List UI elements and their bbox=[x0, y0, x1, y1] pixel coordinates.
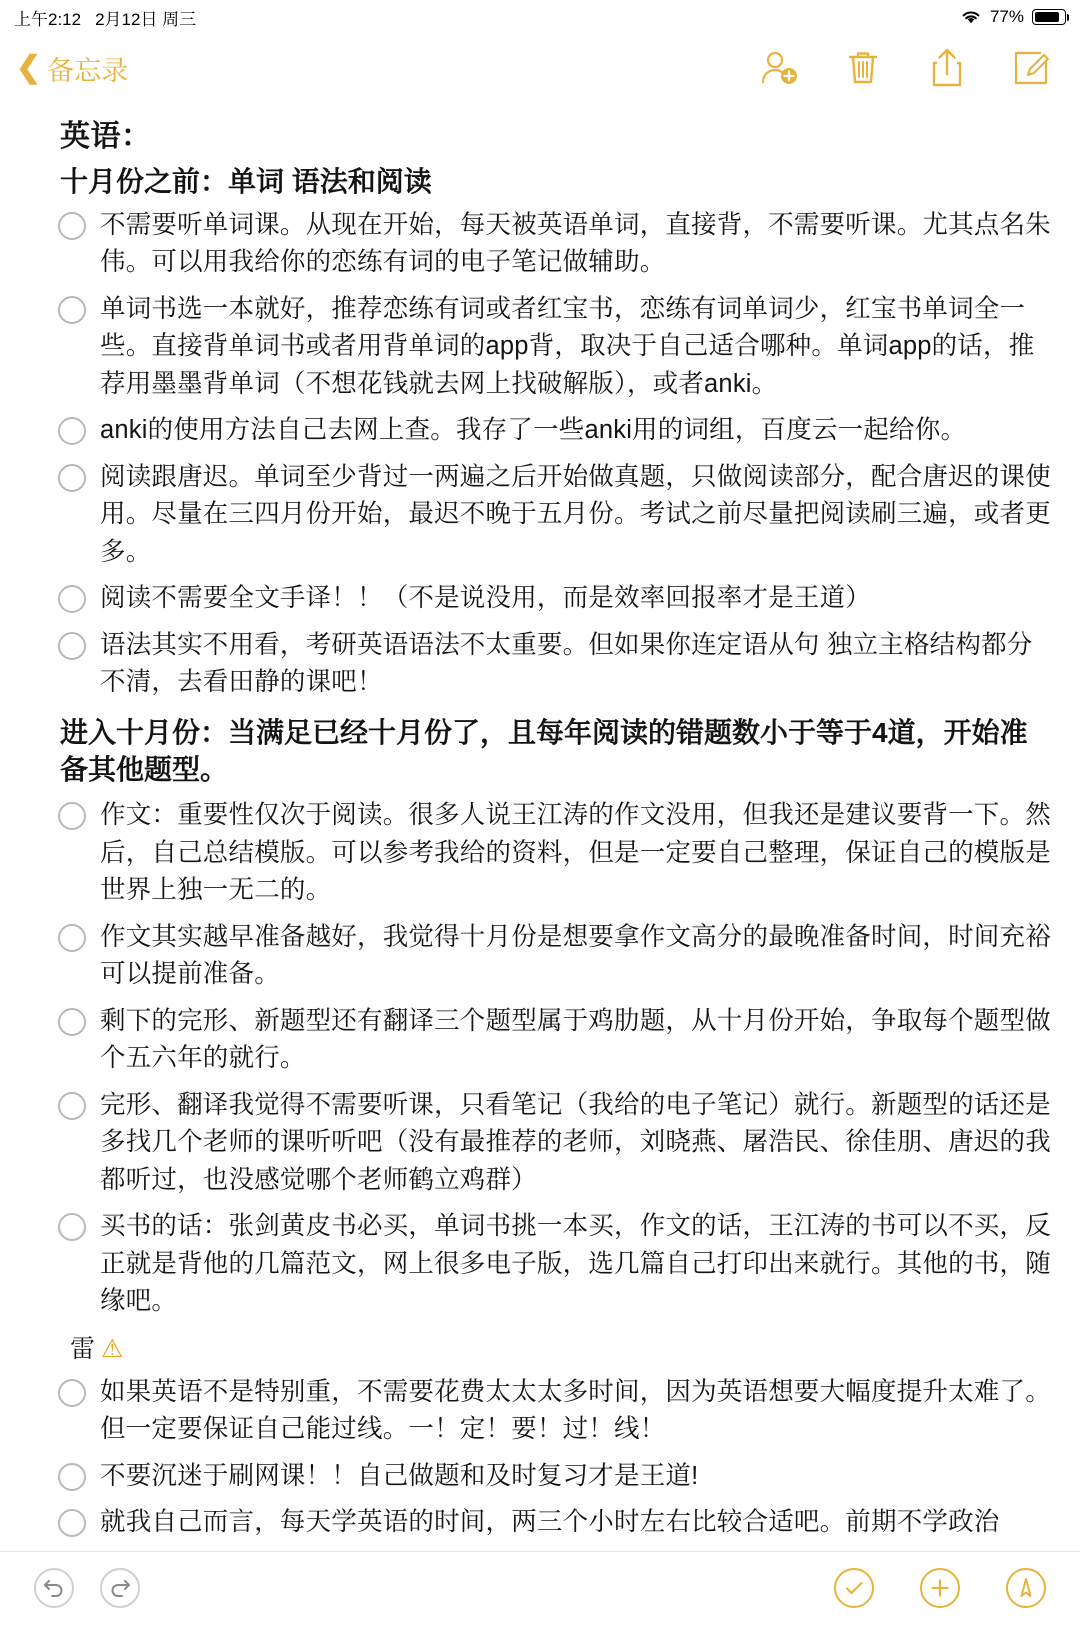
battery-percentage: 77% bbox=[989, 7, 1024, 26]
checklist-item-text: 买书的话：张剑黄皮书必买，单词书挑一本买，作文的话，王江涛的书可以不买，反正就是背他的几篇范文，网上很多电子版，选几篇自己打印出来就行。其他的书，随缘吧。 bbox=[100, 1212, 1051, 1316]
checklist-item-text: 语法其实不用看，考研英语语法不太重要。但如果你连定语从句 独立主格结构都分不清，去看田静的课吧！ bbox=[100, 630, 1033, 697]
checkbox-circle-icon[interactable] bbox=[58, 632, 86, 660]
checkbox-circle-icon[interactable] bbox=[58, 1463, 86, 1491]
checklist-item[interactable] bbox=[26, 797, 1054, 909]
checkbox-circle-icon[interactable] bbox=[58, 1008, 86, 1036]
section-heading: 进入十月份：当满足已经十月份了，且每年阅读的错题数小于等于4道，开始准备其他题型。 bbox=[60, 716, 1028, 786]
checklist-item[interactable] bbox=[26, 1003, 1054, 1078]
checkbox-circle-icon[interactable] bbox=[58, 1092, 86, 1120]
checklist-item-text: 就我自己而言，每天学英语的时间，两三个小时左右比较合适吧。前期不学政治 bbox=[100, 1508, 1000, 1537]
checklist-item-text: 剩下的完形、新题型还有翻译三个题型属于鸡肋题，从十月份开始，争取每个题型做个五六年的就行。 bbox=[100, 1006, 1051, 1073]
status-bar bbox=[0, 0, 1080, 34]
checkbox-circle-icon[interactable] bbox=[58, 585, 86, 613]
nav-bar bbox=[0, 34, 1080, 102]
checklist-item[interactable] bbox=[26, 1504, 1054, 1541]
checkbox-circle-icon[interactable] bbox=[58, 1213, 86, 1241]
note-title: 英语： bbox=[60, 120, 152, 153]
note-content[interactable] bbox=[0, 102, 1080, 1551]
checklist-item[interactable] bbox=[26, 412, 1054, 449]
add-person-icon[interactable] bbox=[758, 47, 800, 89]
markup-pen-icon[interactable] bbox=[1006, 1568, 1046, 1608]
checklist-item-text: 不要沉迷于刷网课！！自己做题和及时复习才是王道! bbox=[100, 1461, 699, 1490]
section-heading-text: 雷 bbox=[70, 1334, 96, 1363]
checklist-item[interactable] bbox=[26, 1087, 1054, 1199]
checklist-item[interactable] bbox=[26, 291, 1054, 403]
checklist-item[interactable] bbox=[26, 1208, 1054, 1320]
checklist-item-text: 作文其实越早准备越好，我觉得十月份是想要拿作文高分的最晚准备时间，时间充裕可以提前准备。 bbox=[100, 922, 1051, 989]
checkbox-circle-icon[interactable] bbox=[58, 417, 86, 445]
trash-icon[interactable] bbox=[842, 47, 884, 89]
checklist-item[interactable] bbox=[26, 207, 1054, 282]
back-button-label: 备忘录 bbox=[47, 55, 129, 86]
checklist-item[interactable] bbox=[26, 627, 1054, 702]
share-icon[interactable] bbox=[926, 47, 968, 89]
checkbox-circle-icon[interactable] bbox=[58, 924, 86, 952]
section-heading bbox=[70, 1331, 1054, 1369]
checkbox-circle-icon[interactable] bbox=[58, 212, 86, 240]
checklist-item-text: anki的使用方法自己去网上查。我存了一些anki用的词组，百度云一起给你。 bbox=[100, 416, 967, 445]
bottom-toolbar-left bbox=[34, 1568, 140, 1608]
add-attachment-icon[interactable] bbox=[920, 1568, 960, 1608]
checkbox-circle-icon[interactable] bbox=[58, 802, 86, 830]
warning-icon: ⚠ bbox=[101, 1334, 124, 1363]
status-right bbox=[960, 7, 1066, 27]
checklist-item-text: 如果英语不是特别重，不需要花费太太太多时间，因为英语想要大幅度提升太难了。但一定要保证自己能过线。一！定！要！过！线！ bbox=[100, 1378, 1051, 1444]
checklist-item[interactable] bbox=[26, 459, 1054, 571]
chevron-left-icon: ❮ bbox=[16, 51, 42, 84]
checklist-item[interactable] bbox=[26, 580, 1054, 617]
checklist-item-text: 阅读跟唐迟。单词至少背过一两遍之后开始做真题，只做阅读部分，配合唐迟的课使用。尽量在三四月份开始，最迟不晚于五月份。考试之前尽量把阅读刷三遍，或者更多。 bbox=[100, 462, 1051, 566]
checklist-item-text: 阅读不需要全文手译！！（不是说没用，而是效率回报率才是王道） bbox=[100, 584, 872, 613]
bottom-toolbar bbox=[0, 1551, 1080, 1625]
battery-icon bbox=[1032, 9, 1066, 25]
checklist-item-text: 完形、翻译我觉得不需要听课，只看笔记（我给的电子笔记）就行。新题型的话还是多找几个老师的课听听吧（没有最推荐的老师，刘晓燕、屠浩民、徐佳朋、唐迟的我都听过，也没感觉哪个老师鹤立鸡群） bbox=[100, 1090, 1051, 1194]
compose-icon[interactable] bbox=[1010, 47, 1052, 89]
redo-icon[interactable] bbox=[100, 1568, 140, 1608]
checklist-icon[interactable] bbox=[834, 1568, 874, 1608]
bottom-toolbar-right bbox=[834, 1568, 1046, 1608]
wifi-icon bbox=[960, 9, 982, 25]
nav-actions bbox=[758, 47, 1052, 89]
status-left bbox=[14, 5, 196, 30]
checkbox-circle-icon[interactable] bbox=[58, 464, 86, 492]
checkbox-circle-icon[interactable] bbox=[58, 1509, 86, 1537]
checkbox-circle-icon[interactable] bbox=[58, 296, 86, 324]
checklist-item-text: 不需要听单词课。从现在开始，每天被英语单词，直接背，不需要听课。尤其点名朱伟。可以用我给你的恋练有词的电子笔记做辅助。 bbox=[100, 210, 1051, 277]
undo-icon[interactable] bbox=[34, 1568, 74, 1608]
checklist-item-text: 作文：重要性仅次于阅读。很多人说王江涛的作文没用，但我还是建议要背一下。然后，自己总结模版。可以参考我给的资料，但是一定要自己整理，保证自己的模版是世界上独一无二的。 bbox=[100, 801, 1051, 905]
section-heading: 十月份之前：单词 语法和阅读 bbox=[60, 166, 432, 197]
back-button[interactable] bbox=[16, 49, 128, 88]
checklist-item[interactable] bbox=[26, 1458, 1054, 1495]
status-time: 上午2:12 bbox=[14, 9, 82, 29]
checkbox-circle-icon[interactable] bbox=[58, 1379, 86, 1407]
checklist-item[interactable] bbox=[26, 919, 1054, 994]
status-date: 2月12日 周三 bbox=[95, 9, 197, 29]
checklist-item[interactable] bbox=[26, 1374, 1054, 1449]
checklist-item-text: 单词书选一本就好，推荐恋练有词或者红宝书，恋练有词单词少，红宝书单词全一些。直接背单词书或者用背单词的app背，取决于自己适合哪种。单词app的话，推荐用墨墨背单词（不想花钱就去网上找破解版），或者anki。 bbox=[100, 294, 1035, 398]
